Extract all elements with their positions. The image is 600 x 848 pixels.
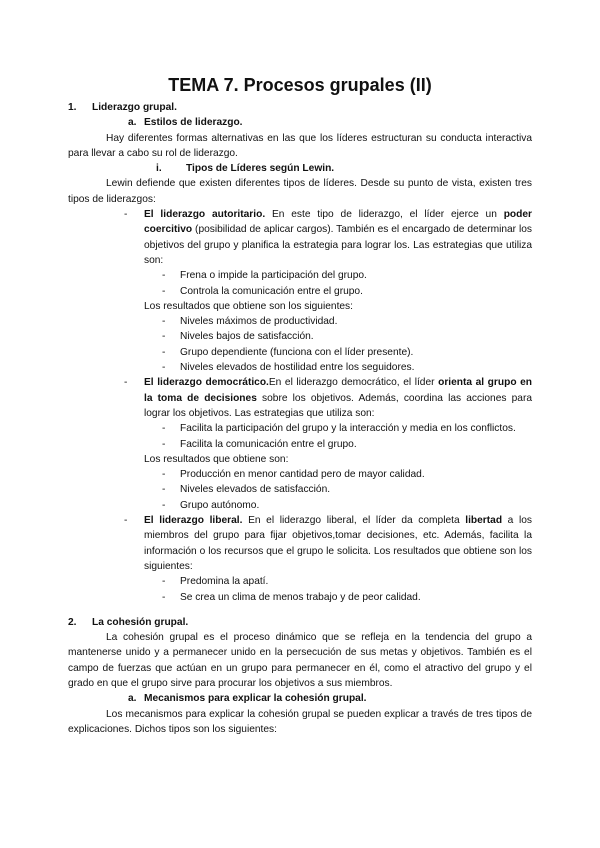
dash-bullet: - <box>124 515 128 527</box>
subsubsection-number: i. <box>156 163 162 175</box>
list-item-text: Producción en menor cantidad pero de mayor calidad. <box>180 469 425 481</box>
dash-bullet: - <box>162 331 166 343</box>
leadership-type-emphasis: poder coercitivo <box>144 209 532 236</box>
dash-bullet: - <box>162 346 166 358</box>
dash-bullet: - <box>124 209 128 221</box>
subsection-heading-2a <box>68 691 532 706</box>
page-title: TEMA 7. Procesos grupales (II) <box>168 75 432 95</box>
list-item <box>68 437 532 452</box>
subsection-title: Estilos de liderazgo. <box>144 117 243 129</box>
dash-bullet: - <box>162 270 166 282</box>
leadership-type-emphasis: orienta al grupo en la toma de decisiones <box>144 377 532 404</box>
list-item <box>68 574 532 589</box>
leadership-type-name: El liderazgo liberal. <box>144 515 243 527</box>
subsection-title: Mecanismos para explicar la cohesión grupal. <box>144 693 367 705</box>
leadership-type-text: En este tipo de liderazgo, el líder ejerce un <box>265 209 504 221</box>
list-item <box>68 268 532 283</box>
dash-bullet: - <box>162 484 166 496</box>
list-item-text: Frena o impide la participación del grupo. <box>180 270 367 282</box>
list-item-text: Niveles bajos de satisfacción. <box>180 331 314 343</box>
leadership-type-text: En el liderazgo democrático, el líder <box>268 377 439 389</box>
list-item <box>68 482 532 497</box>
leadership-type-emphasis: libertad <box>465 515 503 527</box>
section-heading-2 <box>68 615 532 630</box>
section-number: 2. <box>68 616 77 628</box>
dash-bullet: - <box>162 316 166 328</box>
dash-bullet: - <box>124 377 128 389</box>
subsection-number: a. <box>128 117 137 129</box>
subsubsection-title: Tipos de Líderes según Lewin. <box>186 163 335 175</box>
list-item <box>68 498 532 513</box>
paragraph-cohesion: La cohesión grupal es el proceso dinámico que se refleja en la tendencia del grupo a mantenerse unido y a permanecer unido en la persecución de sus metas y objetivos. También es el campo de fuerzas que actúan en un grupo para permanecer en él, como el atractivo del grupo y el grado en que el grupo sirve para procurar los objetivos a sus miembros. <box>68 632 532 689</box>
paragraph-mecanismos: Los mecanismos para explicar la cohesión grupal se pueden explicar a través de tres tipos de explicaciones. Dichos tipos son los siguientes: <box>68 708 532 735</box>
list-item-autoritario <box>68 207 532 268</box>
list-item-text: Niveles elevados de hostilidad entre los seguidores. <box>180 362 415 374</box>
results-intro: Los resultados que obtiene son: <box>144 453 289 465</box>
list-item-democratico <box>68 375 532 421</box>
leadership-type-text: En el liderazgo liberal, el líder da completa <box>242 515 466 527</box>
paragraph-lewin: Lewin defiende que existen diferentes tipos de líderes. Desde su punto de vista, existen tres tipos de liderazgos: <box>68 178 532 205</box>
section-spacer <box>68 605 532 615</box>
list-item <box>68 360 532 375</box>
list-item-text: Niveles máximos de productividad. <box>180 316 338 328</box>
dash-bullet: - <box>162 438 166 450</box>
dash-bullet: - <box>162 423 166 435</box>
list-item-text: Grupo dependiente (funciona con el líder presente). <box>180 346 414 358</box>
section-title: Liderazgo grupal. <box>92 102 177 113</box>
dash-bullet: - <box>162 591 166 603</box>
subsection-number: a. <box>128 693 137 705</box>
results-intro: Los resultados que obtiene son los siguientes: <box>144 300 353 312</box>
section-title: La cohesión grupal. <box>92 616 189 628</box>
list-item-text: Niveles elevados de satisfacción. <box>180 484 331 496</box>
list-item <box>68 329 532 344</box>
list-item-text: Facilita la comunicación entre el grupo. <box>180 438 357 450</box>
subsection-heading-1a <box>68 115 532 130</box>
dash-bullet: - <box>162 499 166 511</box>
paragraph-estilos: Hay diferentes formas alternativas en las que los líderes estructuran su conducta interactiva para llevar a cabo su rol de liderazgo. <box>68 132 532 159</box>
dash-bullet: - <box>162 469 166 481</box>
leadership-type-name: El liderazgo democrático. <box>144 377 269 389</box>
list-item-text: Se crea un clima de menos trabajo y de peor calidad. <box>180 591 421 603</box>
list-item <box>68 345 532 360</box>
list-item <box>68 314 532 329</box>
section-heading-1 <box>68 100 532 115</box>
list-item <box>68 421 532 436</box>
list-item-text: Predomina la apatí. <box>180 576 269 588</box>
list-item-text: Grupo autónomo. <box>180 499 260 511</box>
dash-bullet: - <box>162 576 166 588</box>
section-number: 1. <box>68 102 77 113</box>
list-item <box>68 590 532 605</box>
dash-bullet: - <box>162 285 166 297</box>
leadership-type-name: El liderazgo autoritario. <box>144 209 266 221</box>
list-item-liberal <box>68 513 532 574</box>
leadership-type-text: sobre los objetivos. Además, coordina las acciones para lograr los objetivos. Las estrategias que utiliza son: <box>144 392 533 419</box>
subsubsection-heading-1ai <box>68 161 532 176</box>
leadership-type-text: (posibilidad de aplicar cargos). También es el encargado de determinar los objetivos del grupo y planifica la estrategia para lograr los. Las estrategias que utiliza son: <box>144 224 532 266</box>
dash-bullet: - <box>162 362 166 374</box>
list-item-text: Controla la comunicación entre el grupo. <box>180 285 363 297</box>
leadership-type-text: a los miembros del grupo para fijar objetivos,tomar decisiones, etc. Además, facilita la información o los recursos que el grupo le solicita. Los resultados que obtiene son los siguientes: <box>144 515 532 572</box>
list-item <box>68 284 532 299</box>
list-item <box>68 467 532 482</box>
list-item-text: Facilita la participación del grupo y la interacción y media en los conflictos. <box>180 423 516 435</box>
